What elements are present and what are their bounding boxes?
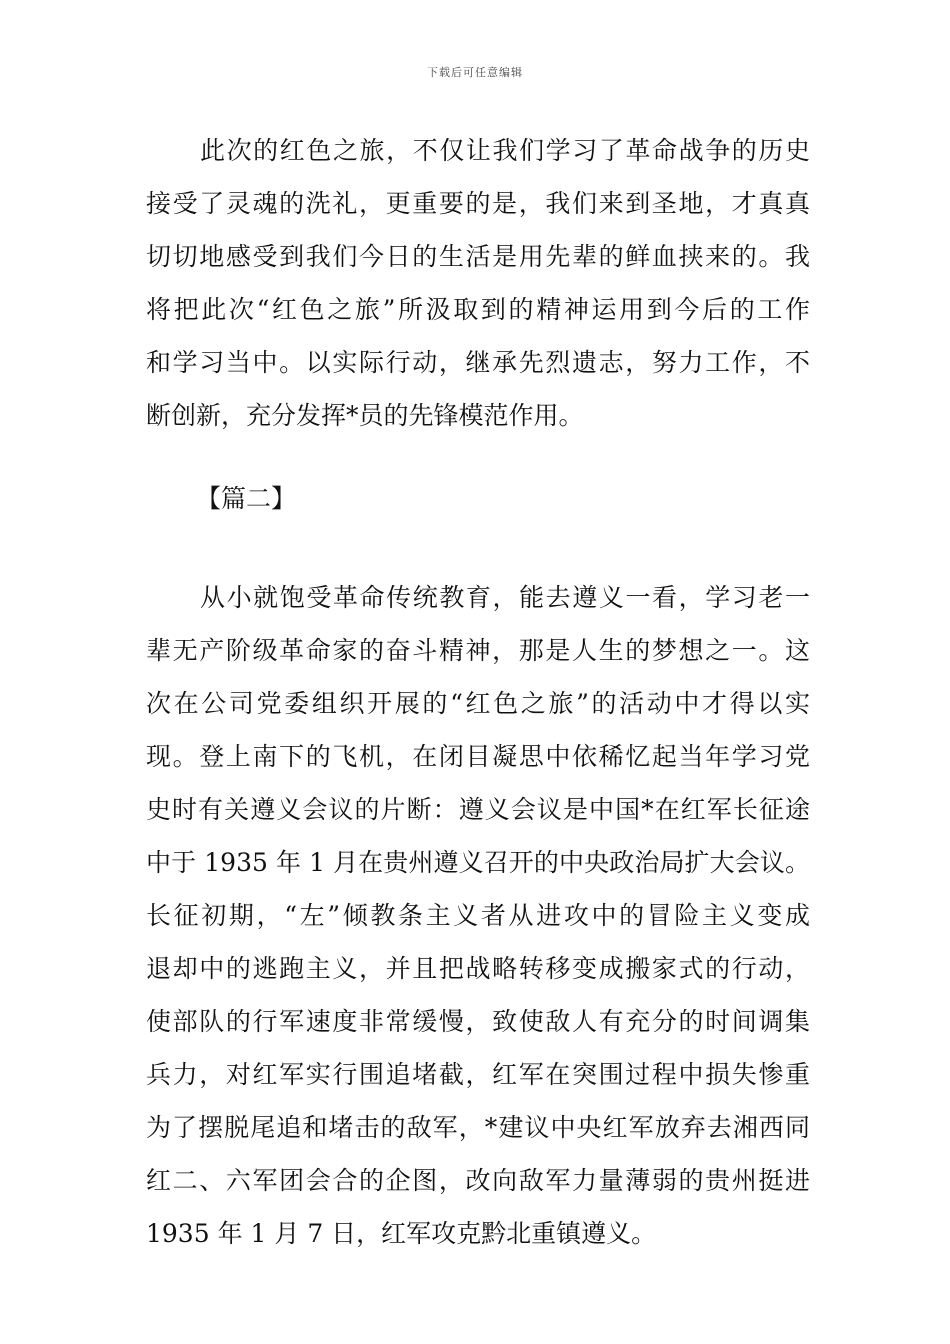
paragraph-line: 兵力，对红军实行围追堵截，红军在突围过程中损失惨重 — [146, 1060, 810, 1089]
section-heading: 【篇二】 — [196, 484, 297, 513]
paragraph-line: 从小就饱受革命传统教育，能去遵义一看，学习老一 — [200, 583, 810, 612]
paragraph-line: 辈无产阶级革命家的奋斗精神，那是人生的梦想之一。这 — [146, 636, 810, 665]
paragraph-line: 红二、六军团会合的企图，改向敌军力量薄弱的贵州挺进 — [146, 1166, 810, 1195]
paragraph-line: 长征初期，“左”倾教条主义者从进攻中的冒险主义变成 — [146, 901, 810, 930]
header-note: 下载后可任意编辑 — [427, 66, 523, 79]
paragraph-line: 退却中的逃跑主义，并且把战略转移变成搬家式的行动， — [146, 954, 810, 983]
paragraph-line: 使部队的行军速度非常缓慢，致使敌人有充分的时间调集 — [146, 1007, 810, 1036]
paragraph-line: 切切地感受到我们今日的生活是用先辈的鲜血挟来的。我 — [146, 242, 810, 271]
paragraph-line: 和学习当中。以实际行动，继承先烈遗志，努力工作，不 — [146, 348, 810, 377]
paragraph-line: 次在公司党委组织开展的“红色之旅”的活动中才得以实 — [146, 689, 810, 718]
paragraph-line: 史时有关遵义会议的片断：遵义会议是中国*在红军长征途 — [146, 795, 810, 824]
paragraph-2 — [146, 571, 810, 1260]
paragraph-line: 为了摆脱尾追和堵击的敌军，*建议中央红军放弃去湘西同 — [146, 1113, 810, 1142]
paragraph-line: 断创新，充分发挥*员的先锋模范作用。 — [146, 401, 584, 430]
paragraph-1 — [146, 124, 810, 442]
paragraph-line: 此次的红色之旅，不仅让我们学习了革命战争的历史 — [200, 136, 810, 165]
paragraph-line: 接受了灵魂的洗礼，更重要的是，我们来到圣地，才真真 — [146, 189, 810, 218]
paragraph-line: 将把此次“红色之旅”所汲取到的精神运用到今后的工作 — [146, 295, 810, 324]
paragraph-line: 现。登上南下的飞机，在闭目凝思中依稀忆起当年学习党 — [146, 742, 810, 771]
paragraph-line: 中于 1935 年 1 月在贵州遵义召开的中央政治局扩大会议。 — [146, 848, 810, 877]
paragraph-line: 1935 年 1 月 7 日，红军攻克黔北重镇遵义。 — [146, 1219, 657, 1248]
